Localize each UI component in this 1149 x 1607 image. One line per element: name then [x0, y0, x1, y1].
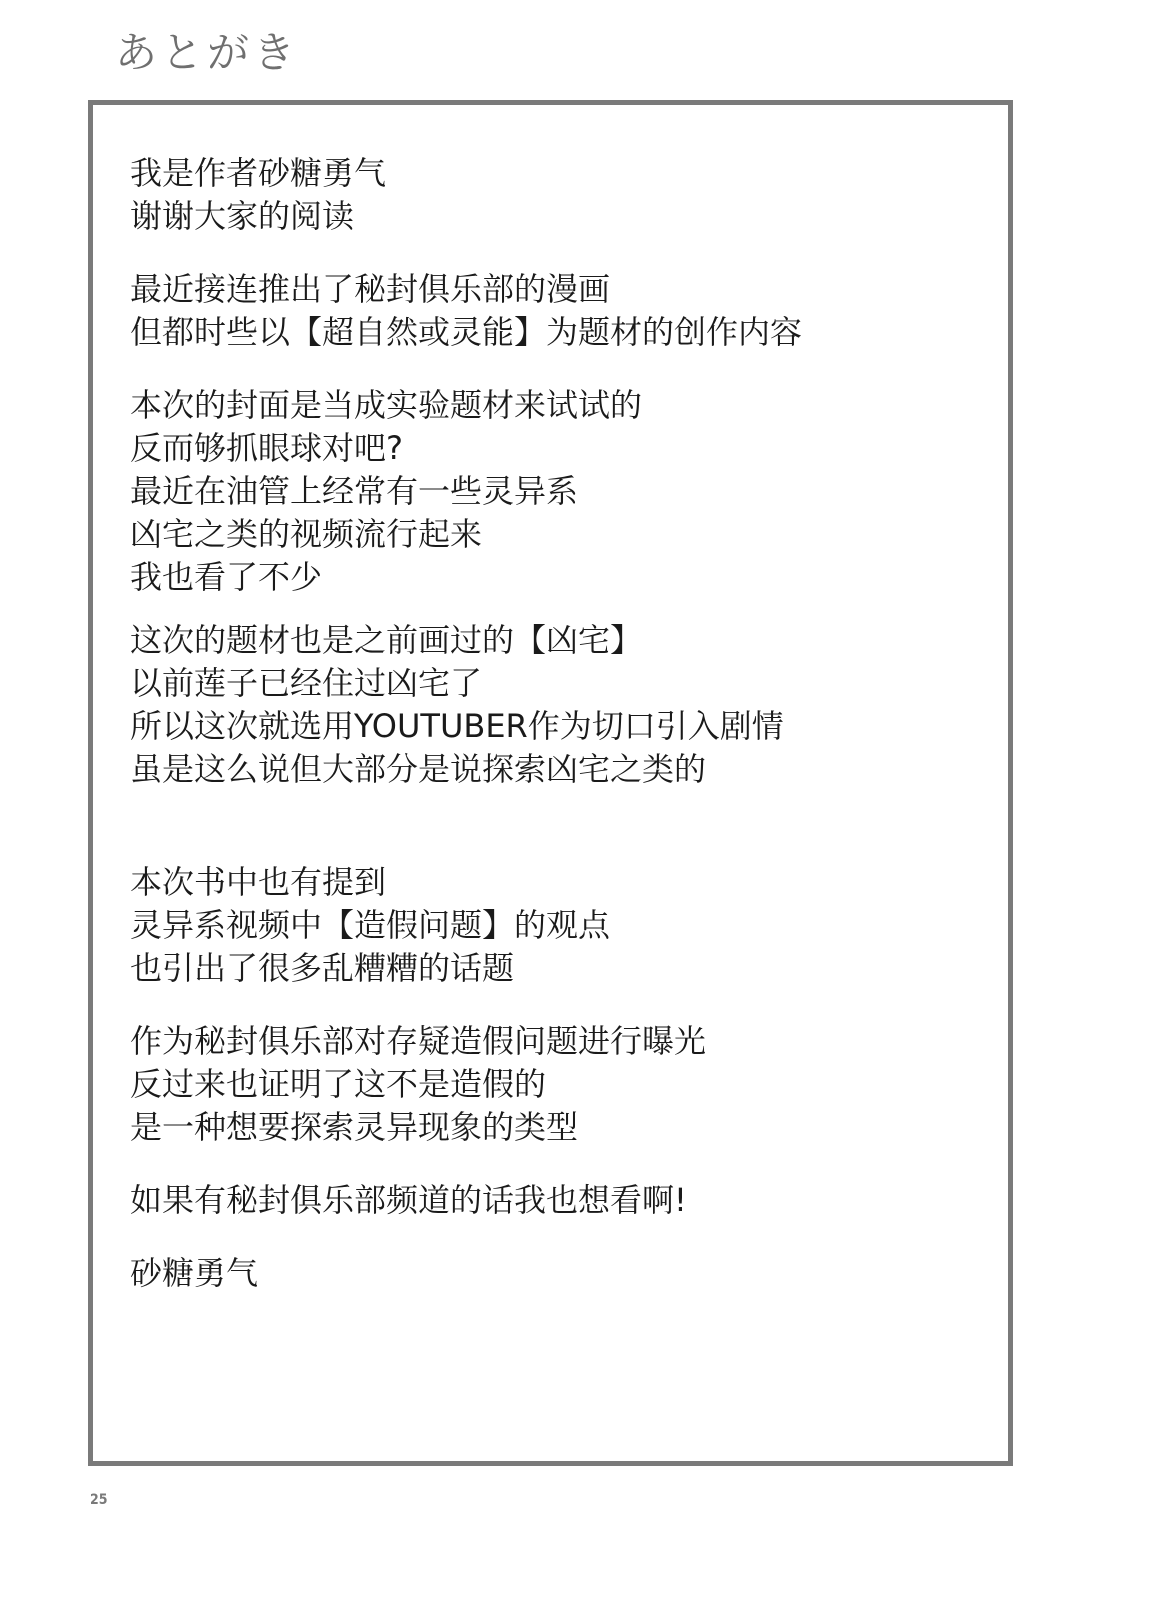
text-line: 这次的题材也是之前画过的【凶宅】: [130, 621, 643, 659]
page-number: 25: [90, 1492, 108, 1508]
text-line: 谢谢大家的阅读: [130, 197, 355, 235]
text-line: 灵异系视频中【造假问题】的观点: [130, 906, 611, 944]
paragraph-channel-wish: [130, 1179, 990, 1222]
text-line: 凶宅之类的视频流行起来: [130, 515, 483, 553]
text-line: 最近在油管上经常有一些灵异系: [130, 472, 579, 510]
afterword-body: [130, 152, 990, 1295]
text-line: 我是作者砂糖勇气: [130, 154, 387, 192]
text-line: 最近接连推出了秘封俱乐部的漫画: [130, 270, 611, 308]
text-line: 如果有秘封俱乐部频道的话我也想看啊!: [130, 1181, 687, 1219]
text-line: 本次的封面是当成实验题材来试试的: [130, 386, 643, 424]
text-line: 但都时些以【超自然或灵能】为题材的创作内容: [130, 313, 803, 351]
paragraph-theme: [130, 619, 990, 791]
paragraph-signature: [130, 1252, 990, 1295]
author-signature: 砂糖勇气: [130, 1254, 259, 1292]
paragraph-exposure: [130, 1020, 990, 1149]
text-line: 反过来也证明了这不是造假的: [130, 1065, 547, 1103]
text-line: 我也看了不少: [130, 558, 323, 596]
text-line: 也引出了很多乱糟糟的话题: [130, 949, 515, 987]
paragraph-fake-issue: [130, 861, 990, 990]
paragraph-cover: [130, 384, 990, 599]
paragraph-recent-works: [130, 268, 990, 354]
text-line: 虽是这么说但大部分是说探索凶宅之类的: [130, 750, 707, 788]
text-line: 是一种想要探索灵异现象的类型: [130, 1108, 579, 1146]
page-title: あとがき: [115, 28, 300, 77]
text-line: 以前莲子已经住过凶宅了: [130, 664, 483, 702]
text-line: 本次书中也有提到: [130, 863, 387, 901]
text-line: 反而够抓眼球对吧?: [130, 429, 403, 467]
paragraph-greeting: [130, 152, 990, 238]
text-line: 作为秘封俱乐部对存疑造假问题进行曝光: [130, 1022, 707, 1060]
text-line: 所以这次就选用YOUTUBER作为切口引入剧情: [130, 707, 784, 745]
